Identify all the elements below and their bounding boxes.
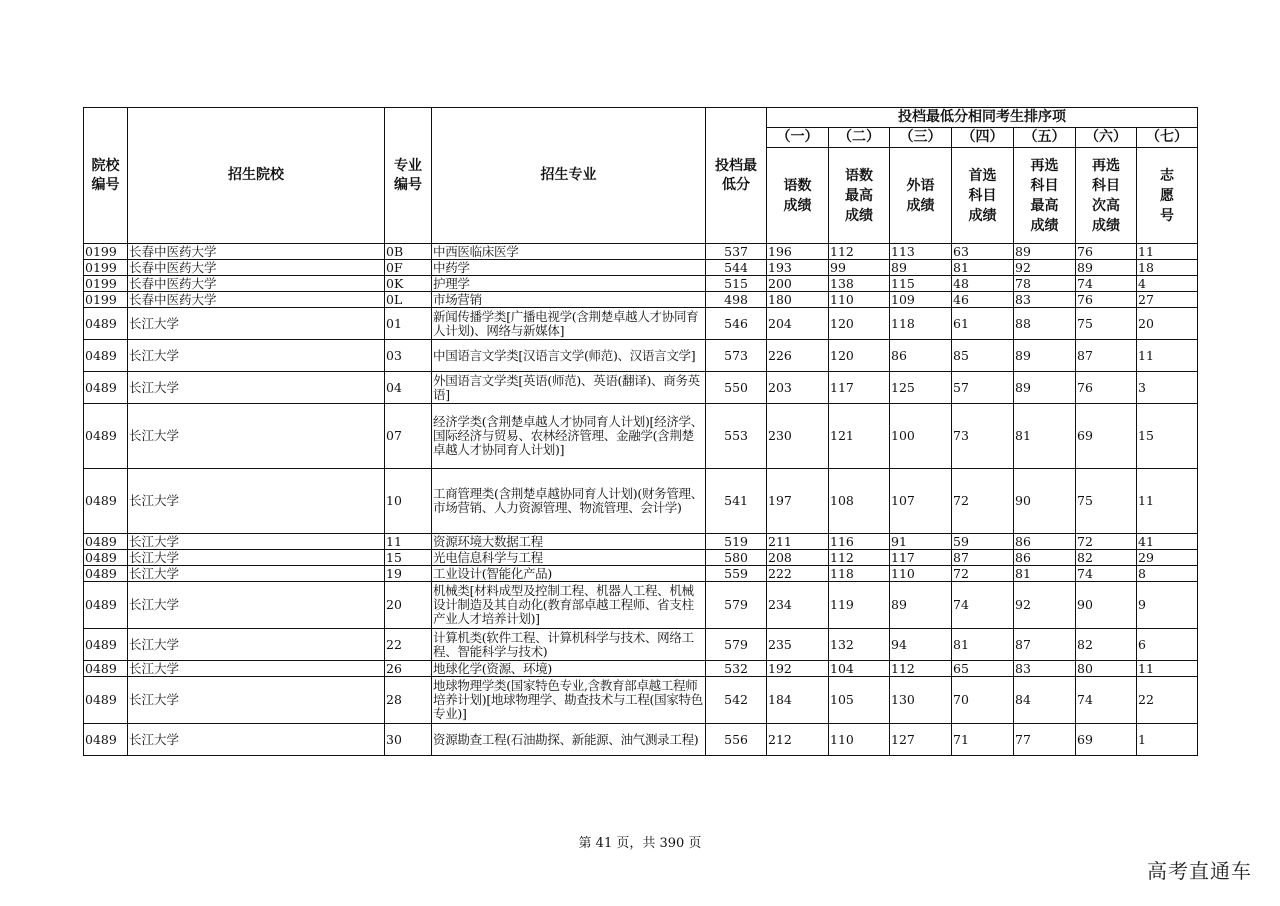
header-item-3: 外语成绩 [890, 148, 952, 244]
header-item-2: 语数最高成绩 [829, 148, 890, 244]
admission-table [83, 107, 1198, 756]
major-name-cell: 工商管理类(含荆楚卓越协同育人计划)(财务管理、市场营销、人力资源管理、物流管理、会计学) [432, 469, 706, 534]
school-name-cell: 长江大学 [128, 724, 385, 756]
rank-item-5-cell: 83 [1014, 661, 1076, 677]
rank-item-3-cell: 109 [890, 292, 952, 308]
header-item-4: 首选科目成绩 [952, 148, 1014, 244]
major-name-cell: 经济学类(含荆楚卓越人才协同育人计划)[经济学、国际经济与贸易、农林经济管理、金融学(含荆楚卓越人才协同育人计划)] [432, 404, 706, 469]
rank-item-7-cell: 9 [1137, 582, 1198, 629]
rank-item-5-cell: 81 [1014, 566, 1076, 582]
major-code-cell: 0K [385, 276, 432, 292]
rank-item-4-cell: 59 [952, 534, 1014, 550]
major-code-cell: 22 [385, 629, 432, 661]
rank-item-3-cell: 89 [890, 582, 952, 629]
header-min-score: 投档最低分 [706, 108, 767, 244]
rank-item-6-cell: 74 [1076, 276, 1137, 292]
rank-item-2-cell: 116 [829, 534, 890, 550]
rank-item-3-cell: 94 [890, 629, 952, 661]
rank-item-3-cell: 100 [890, 404, 952, 469]
rank-item-7-cell: 20 [1137, 308, 1198, 340]
major-code-cell: 26 [385, 661, 432, 677]
min-score-cell: 541 [706, 469, 767, 534]
header-order-7: （七） [1137, 128, 1198, 148]
rank-item-7-cell: 1 [1137, 724, 1198, 756]
school-code-cell: 0489 [84, 661, 128, 677]
school-name-cell: 长江大学 [128, 629, 385, 661]
school-code-cell: 0489 [84, 629, 128, 661]
rank-item-7-cell: 27 [1137, 292, 1198, 308]
school-name-cell: 长江大学 [128, 677, 385, 724]
rank-item-3-cell: 86 [890, 340, 952, 372]
school-name-cell: 长江大学 [128, 550, 385, 566]
table-row [84, 276, 1198, 292]
header-order-4: （四） [952, 128, 1014, 148]
min-score-cell: 579 [706, 582, 767, 629]
rank-item-4-cell: 81 [952, 629, 1014, 661]
rank-item-4-cell: 72 [952, 566, 1014, 582]
rank-item-1-cell: 234 [767, 582, 829, 629]
header-order-3: （三） [890, 128, 952, 148]
min-score-cell: 519 [706, 534, 767, 550]
rank-item-4-cell: 48 [952, 276, 1014, 292]
table-row [84, 372, 1198, 404]
rank-item-6-cell: 87 [1076, 340, 1137, 372]
rank-item-6-cell: 76 [1076, 244, 1137, 260]
major-code-cell: 0B [385, 244, 432, 260]
rank-item-2-cell: 99 [829, 260, 890, 276]
school-name-cell: 长江大学 [128, 582, 385, 629]
header-order-5: （五） [1014, 128, 1076, 148]
table-row [84, 469, 1198, 534]
header-item-5: 再选科目最高成绩 [1014, 148, 1076, 244]
rank-item-1-cell: 193 [767, 260, 829, 276]
major-code-cell: 20 [385, 582, 432, 629]
rank-item-4-cell: 72 [952, 469, 1014, 534]
table-row [84, 260, 1198, 276]
rank-item-1-cell: 235 [767, 629, 829, 661]
rank-item-3-cell: 110 [890, 566, 952, 582]
school-name-cell: 长春中医药大学 [128, 292, 385, 308]
major-code-cell: 0F [385, 260, 432, 276]
rank-item-7-cell: 11 [1137, 340, 1198, 372]
rank-item-2-cell: 105 [829, 677, 890, 724]
rank-item-7-cell: 11 [1137, 661, 1198, 677]
rank-item-3-cell: 113 [890, 244, 952, 260]
school-name-cell: 长江大学 [128, 340, 385, 372]
rank-item-6-cell: 89 [1076, 260, 1137, 276]
rank-item-7-cell: 6 [1137, 629, 1198, 661]
major-name-cell: 地球物理学类(国家特色专业,含教育部卓越工程师培养计划)[地球物理学、勘查技术与工程(国家特色专业)] [432, 677, 706, 724]
rank-item-2-cell: 104 [829, 661, 890, 677]
major-name-cell: 资源勘查工程(石油勘探、新能源、油气测录工程) [432, 724, 706, 756]
rank-item-4-cell: 70 [952, 677, 1014, 724]
major-name-cell: 机械类[材料成型及控制工程、机器人工程、机械设计制造及其自动化(教育部卓越工程师、省支柱产业人才培养计划)] [432, 582, 706, 629]
major-code-cell: 28 [385, 677, 432, 724]
header-order-2: （二） [829, 128, 890, 148]
major-name-cell: 中国语言文学类[汉语言文学(师范)、汉语言文学] [432, 340, 706, 372]
rank-item-4-cell: 73 [952, 404, 1014, 469]
rank-item-5-cell: 81 [1014, 404, 1076, 469]
rank-item-5-cell: 87 [1014, 629, 1076, 661]
rank-item-6-cell: 72 [1076, 534, 1137, 550]
rank-item-7-cell: 11 [1137, 469, 1198, 534]
table-row [84, 534, 1198, 550]
rank-item-5-cell: 84 [1014, 677, 1076, 724]
rank-item-7-cell: 29 [1137, 550, 1198, 566]
rank-item-1-cell: 197 [767, 469, 829, 534]
rank-item-4-cell: 63 [952, 244, 1014, 260]
header-item-1: 语数成绩 [767, 148, 829, 244]
min-score-cell: 532 [706, 661, 767, 677]
table-row [84, 724, 1198, 756]
school-name-cell: 长江大学 [128, 566, 385, 582]
rank-item-7-cell: 15 [1137, 404, 1198, 469]
min-score-cell: 556 [706, 724, 767, 756]
rank-item-1-cell: 203 [767, 372, 829, 404]
major-code-cell: 11 [385, 534, 432, 550]
rank-item-1-cell: 196 [767, 244, 829, 260]
header-school-code: 院校编号 [84, 108, 128, 244]
school-name-cell: 长江大学 [128, 534, 385, 550]
rank-item-2-cell: 132 [829, 629, 890, 661]
min-score-cell: 553 [706, 404, 767, 469]
major-name-cell: 护理学 [432, 276, 706, 292]
rank-item-1-cell: 192 [767, 661, 829, 677]
header-group-title: 投档最低分相同考生排序项 [767, 108, 1198, 128]
table-row [84, 629, 1198, 661]
rank-item-6-cell: 90 [1076, 582, 1137, 629]
rank-item-7-cell: 22 [1137, 677, 1198, 724]
major-code-cell: 10 [385, 469, 432, 534]
rank-item-6-cell: 69 [1076, 724, 1137, 756]
rank-item-4-cell: 81 [952, 260, 1014, 276]
min-score-cell: 579 [706, 629, 767, 661]
rank-item-6-cell: 82 [1076, 550, 1137, 566]
rank-item-1-cell: 200 [767, 276, 829, 292]
rank-item-2-cell: 117 [829, 372, 890, 404]
table-row [84, 566, 1198, 582]
rank-item-1-cell: 230 [767, 404, 829, 469]
rank-item-7-cell: 11 [1137, 244, 1198, 260]
rank-item-3-cell: 91 [890, 534, 952, 550]
rank-item-2-cell: 121 [829, 404, 890, 469]
school-name-cell: 长江大学 [128, 469, 385, 534]
school-name-cell: 长春中医药大学 [128, 244, 385, 260]
rank-item-4-cell: 57 [952, 372, 1014, 404]
rank-item-6-cell: 80 [1076, 661, 1137, 677]
major-name-cell: 中西医临床医学 [432, 244, 706, 260]
rank-item-3-cell: 112 [890, 661, 952, 677]
major-name-cell: 新闻传播学类[广播电视学(含荆楚卓越人才协同育人计划)、网络与新媒体] [432, 308, 706, 340]
rank-item-5-cell: 90 [1014, 469, 1076, 534]
school-code-cell: 0489 [84, 469, 128, 534]
rank-item-4-cell: 65 [952, 661, 1014, 677]
min-score-cell: 550 [706, 372, 767, 404]
rank-item-1-cell: 212 [767, 724, 829, 756]
table-row [84, 292, 1198, 308]
major-code-cell: 15 [385, 550, 432, 566]
rank-item-2-cell: 112 [829, 244, 890, 260]
rank-item-5-cell: 92 [1014, 582, 1076, 629]
rank-item-2-cell: 119 [829, 582, 890, 629]
rank-item-3-cell: 127 [890, 724, 952, 756]
major-code-cell: 19 [385, 566, 432, 582]
rank-item-5-cell: 78 [1014, 276, 1076, 292]
min-score-cell: 542 [706, 677, 767, 724]
major-code-cell: 30 [385, 724, 432, 756]
rank-item-4-cell: 74 [952, 582, 1014, 629]
table-row [84, 661, 1198, 677]
major-name-cell: 计算机类(软件工程、计算机科学与技术、网络工程、智能科学与技术) [432, 629, 706, 661]
school-code-cell: 0489 [84, 534, 128, 550]
school-code-cell: 0489 [84, 677, 128, 724]
school-code-cell: 0489 [84, 582, 128, 629]
school-name-cell: 长江大学 [128, 661, 385, 677]
major-name-cell: 工业设计(智能化产品) [432, 566, 706, 582]
school-code-cell: 0199 [84, 276, 128, 292]
major-name-cell: 地球化学(资源、环境) [432, 661, 706, 677]
major-name-cell: 外国语言文学类[英语(师范)、英语(翻译)、商务英语] [432, 372, 706, 404]
min-score-cell: 573 [706, 340, 767, 372]
rank-item-3-cell: 118 [890, 308, 952, 340]
table-row [84, 582, 1198, 629]
min-score-cell: 498 [706, 292, 767, 308]
rank-item-4-cell: 61 [952, 308, 1014, 340]
rank-item-1-cell: 184 [767, 677, 829, 724]
rank-item-5-cell: 86 [1014, 534, 1076, 550]
rank-item-2-cell: 110 [829, 292, 890, 308]
header-school-name: 招生院校 [128, 108, 385, 244]
min-score-cell: 544 [706, 260, 767, 276]
school-code-cell: 0489 [84, 372, 128, 404]
min-score-cell: 580 [706, 550, 767, 566]
table-row [84, 677, 1198, 724]
rank-item-5-cell: 83 [1014, 292, 1076, 308]
rank-item-2-cell: 110 [829, 724, 890, 756]
rank-item-1-cell: 226 [767, 340, 829, 372]
min-score-cell: 546 [706, 308, 767, 340]
rank-item-6-cell: 76 [1076, 372, 1137, 404]
header-major-name: 招生专业 [432, 108, 706, 244]
school-code-cell: 0489 [84, 724, 128, 756]
table-row [84, 340, 1198, 372]
rank-item-4-cell: 85 [952, 340, 1014, 372]
min-score-cell: 515 [706, 276, 767, 292]
rank-item-5-cell: 89 [1014, 372, 1076, 404]
major-name-cell: 市场营销 [432, 292, 706, 308]
rank-item-1-cell: 222 [767, 566, 829, 582]
table-row [84, 404, 1198, 469]
school-code-cell: 0489 [84, 308, 128, 340]
school-code-cell: 0489 [84, 566, 128, 582]
table-row [84, 308, 1198, 340]
school-code-cell: 0489 [84, 550, 128, 566]
rank-item-7-cell: 8 [1137, 566, 1198, 582]
table-row [84, 244, 1198, 260]
school-code-cell: 0199 [84, 260, 128, 276]
header-order-1: （一） [767, 128, 829, 148]
rank-item-4-cell: 46 [952, 292, 1014, 308]
rank-item-2-cell: 112 [829, 550, 890, 566]
header-major-code: 专业编号 [385, 108, 432, 244]
rank-item-1-cell: 204 [767, 308, 829, 340]
rank-item-6-cell: 75 [1076, 469, 1137, 534]
major-code-cell: 03 [385, 340, 432, 372]
rank-item-2-cell: 120 [829, 308, 890, 340]
rank-item-4-cell: 87 [952, 550, 1014, 566]
rank-item-6-cell: 69 [1076, 404, 1137, 469]
school-name-cell: 长春中医药大学 [128, 276, 385, 292]
min-score-cell: 537 [706, 244, 767, 260]
rank-item-3-cell: 117 [890, 550, 952, 566]
min-score-cell: 559 [706, 566, 767, 582]
major-code-cell: 0L [385, 292, 432, 308]
rank-item-3-cell: 115 [890, 276, 952, 292]
rank-item-2-cell: 108 [829, 469, 890, 534]
rank-item-5-cell: 88 [1014, 308, 1076, 340]
major-code-cell: 01 [385, 308, 432, 340]
school-name-cell: 长春中医药大学 [128, 260, 385, 276]
table-row [84, 550, 1198, 566]
rank-item-5-cell: 86 [1014, 550, 1076, 566]
rank-item-2-cell: 138 [829, 276, 890, 292]
school-code-cell: 0489 [84, 404, 128, 469]
rank-item-3-cell: 125 [890, 372, 952, 404]
rank-item-3-cell: 89 [890, 260, 952, 276]
rank-item-6-cell: 74 [1076, 677, 1137, 724]
rank-item-2-cell: 120 [829, 340, 890, 372]
rank-item-3-cell: 130 [890, 677, 952, 724]
school-code-cell: 0199 [84, 244, 128, 260]
rank-item-2-cell: 118 [829, 566, 890, 582]
school-name-cell: 长江大学 [128, 308, 385, 340]
header-item-6: 再选科目次高成绩 [1076, 148, 1137, 244]
school-name-cell: 长江大学 [128, 372, 385, 404]
rank-item-7-cell: 41 [1137, 534, 1198, 550]
school-code-cell: 0489 [84, 340, 128, 372]
major-code-cell: 07 [385, 404, 432, 469]
header-item-7: 志愿号 [1137, 148, 1198, 244]
major-name-cell: 光电信息科学与工程 [432, 550, 706, 566]
rank-item-1-cell: 208 [767, 550, 829, 566]
rank-item-5-cell: 92 [1014, 260, 1076, 276]
rank-item-6-cell: 82 [1076, 629, 1137, 661]
rank-item-5-cell: 89 [1014, 340, 1076, 372]
rank-item-7-cell: 18 [1137, 260, 1198, 276]
rank-item-6-cell: 74 [1076, 566, 1137, 582]
page-footer: 第 41 页，共 390 页 [578, 836, 702, 851]
rank-item-3-cell: 107 [890, 469, 952, 534]
rank-item-4-cell: 71 [952, 724, 1014, 756]
rank-item-6-cell: 75 [1076, 308, 1137, 340]
school-name-cell: 长江大学 [128, 404, 385, 469]
rank-item-6-cell: 76 [1076, 292, 1137, 308]
major-name-cell: 资源环境大数据工程 [432, 534, 706, 550]
major-name-cell: 中药学 [432, 260, 706, 276]
watermark-logo: 高考直通车 [1147, 859, 1252, 883]
rank-item-1-cell: 180 [767, 292, 829, 308]
school-code-cell: 0199 [84, 292, 128, 308]
rank-item-7-cell: 4 [1137, 276, 1198, 292]
rank-item-5-cell: 77 [1014, 724, 1076, 756]
header-order-6: （六） [1076, 128, 1137, 148]
major-code-cell: 04 [385, 372, 432, 404]
rank-item-1-cell: 211 [767, 534, 829, 550]
rank-item-7-cell: 3 [1137, 372, 1198, 404]
rank-item-5-cell: 89 [1014, 244, 1076, 260]
